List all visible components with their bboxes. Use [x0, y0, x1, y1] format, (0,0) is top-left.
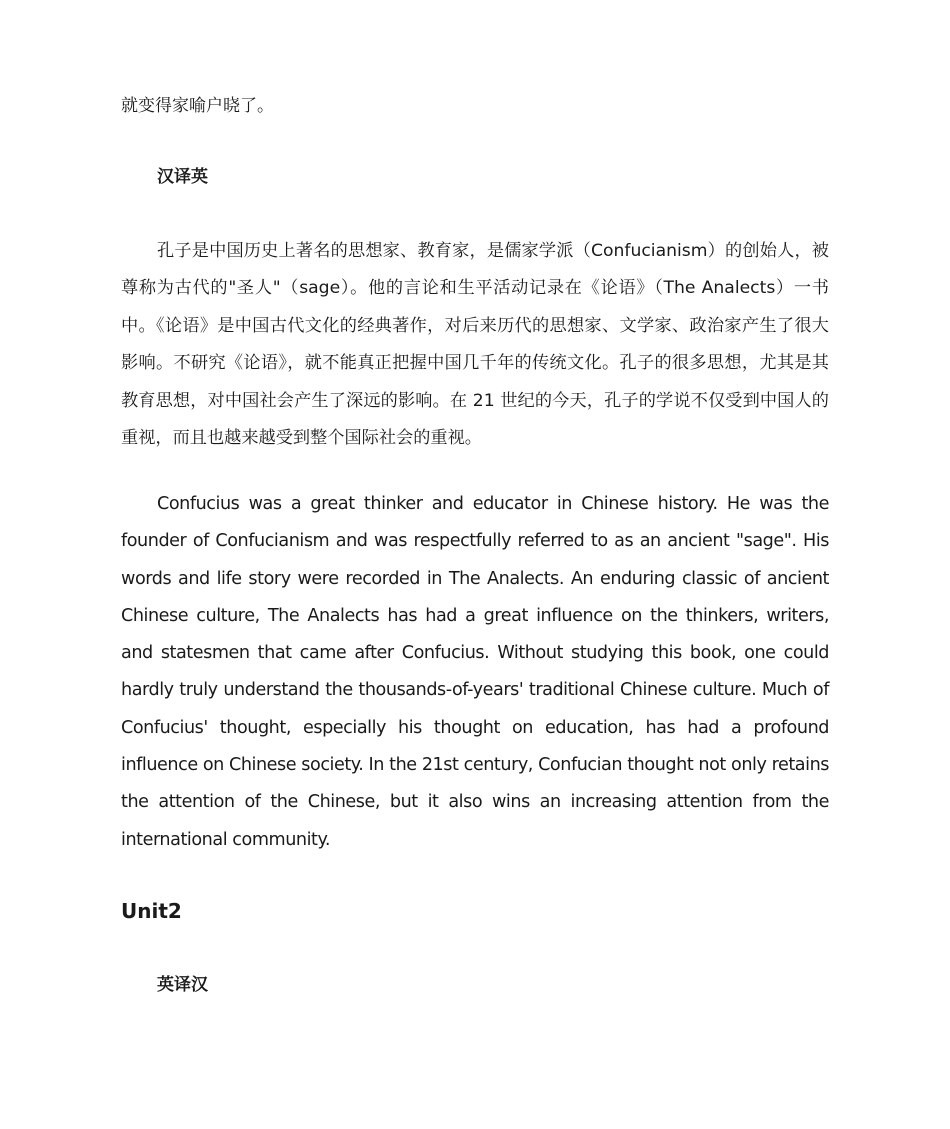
section-heading-english-to-chinese: 英译汉	[157, 975, 208, 995]
chinese-source-paragraph: 孔子是中国历史上著名的思想家、教育家，是儒家学派（Confucianism）的创始人，被尊称为古代的"圣人"（sage）。他的言论和生平活动记录在《论语》（The Analects）一书中。《论语》是中国古代文化的经典著作，对后来历代的思想家、文学家、政治家产生了很大影响。不研究《论语》，就不能真正把握中国几千年的传统文化。孔子的很多思想，尤其是其教育思想，对中国社会产生了深远的影响。在 21 世纪的今天，孔子的学说不仅受到中国人的重视，而且也越来越受到整个国际社会的重视。	[121, 241, 829, 449]
continuation-line: 就变得家喻户晓了。	[121, 96, 274, 116]
english-translation-paragraph: Confucius was a great thinker and educator in Chinese history. He was the founder of Confucianism and was respectfully referred to as an ancient "sage". His words and life story were recorded in The Analects. An enduring classic of ancient Chinese culture, The Analects has had a great influence on the thinkers, writers, and statesmen that came after Confucius. Without studying this book, one could hardly truly understand the thousands-of-years' traditional Chinese culture. Much of Confucius' thought, especially his thought on education, has had a profound influence on Chinese society. In the 21st century, Confucian thought not only retains the attention of the Chinese, but it also wins an increasing attention from the international community.	[121, 494, 829, 850]
section-heading-chinese-to-english: 汉译英	[157, 167, 208, 187]
unit-heading: Unit2	[121, 899, 182, 923]
